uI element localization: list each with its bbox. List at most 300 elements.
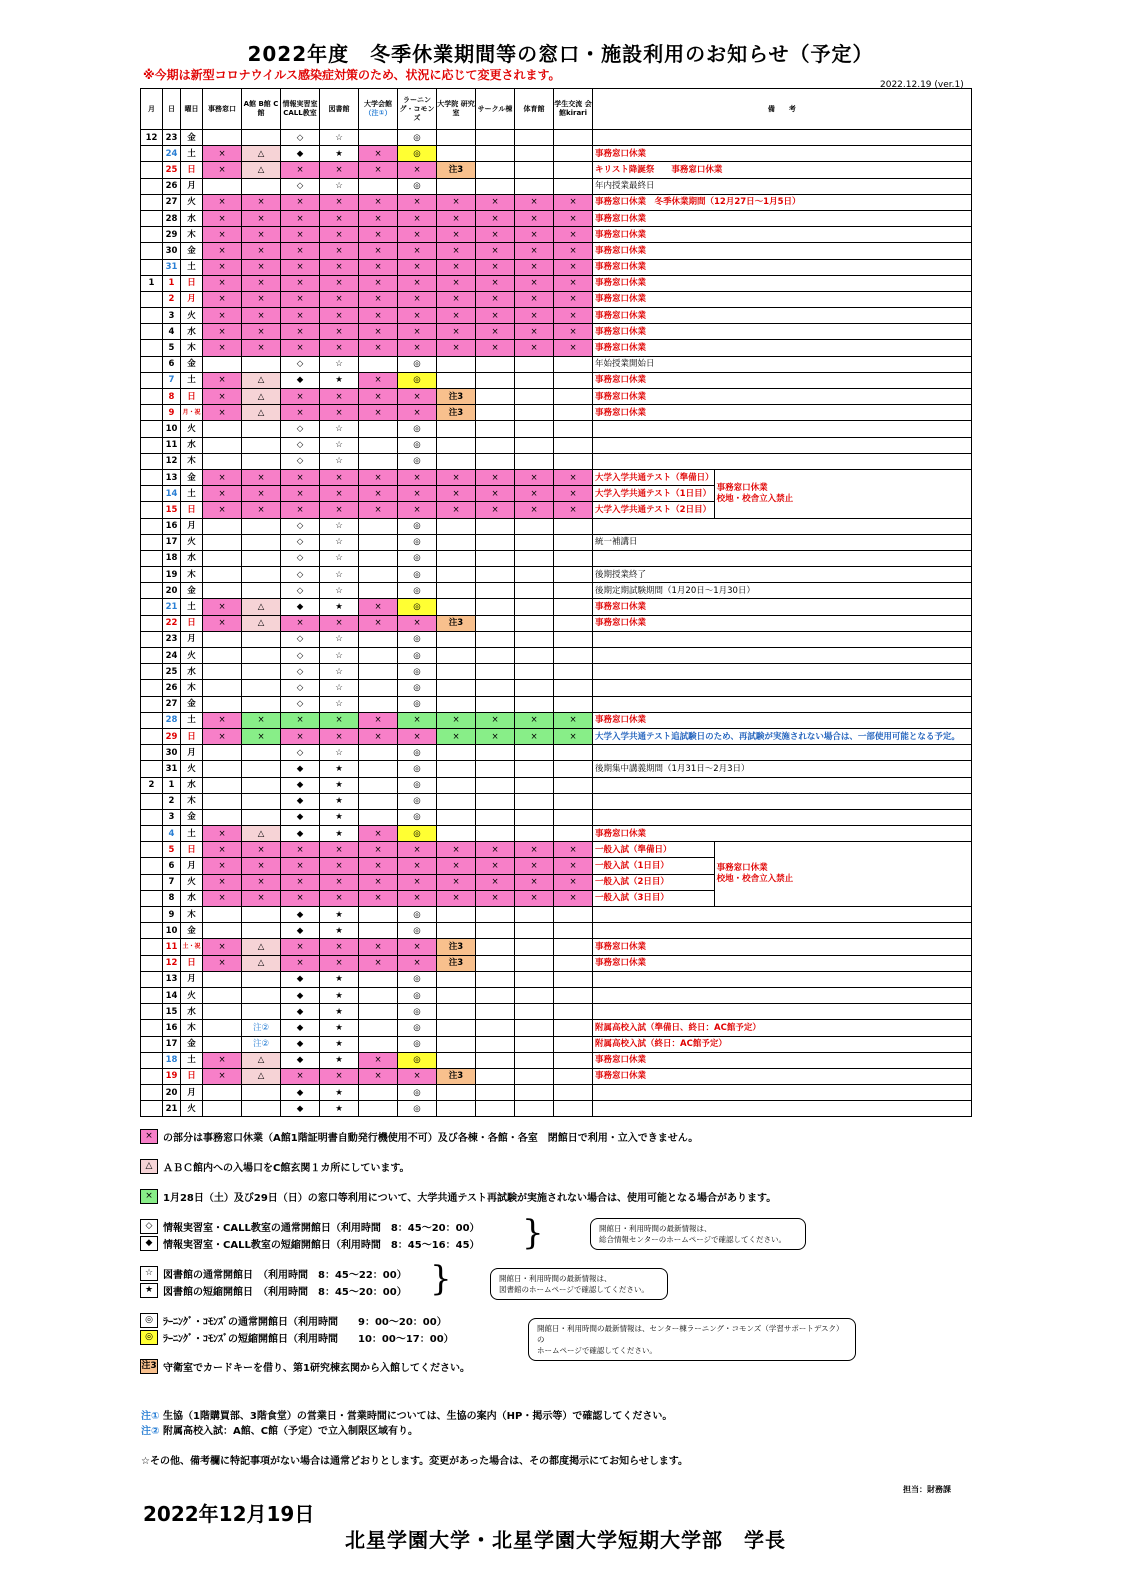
coop-cell <box>359 987 398 1003</box>
office-cell <box>203 987 242 1003</box>
day-cell: 26 <box>163 178 181 194</box>
circle-cell <box>476 146 515 162</box>
library-cell: × <box>320 308 359 324</box>
gym-cell <box>515 648 554 664</box>
day-cell: 1 <box>163 777 181 793</box>
month-cell <box>141 486 163 502</box>
gym-cell <box>515 696 554 712</box>
abc-cell: × <box>242 890 281 906</box>
office-cell <box>203 178 242 194</box>
table-row <box>141 389 972 405</box>
legend-lc-open: ﾗｰﾆﾝｸﾞ・ｺﾓﾝｽﾞの通常開館日（利用時間 9：00～20：00） <box>163 1317 447 1328</box>
circle-cell <box>476 631 515 647</box>
remark-cell: 事務窓口休業 <box>593 405 972 421</box>
month-cell <box>141 243 163 259</box>
coop-cell <box>359 1101 398 1117</box>
office-cell <box>203 1020 242 1036</box>
abc-cell <box>242 923 281 939</box>
library-cell: ☆ <box>320 550 359 566</box>
day-cell: 18 <box>163 1052 181 1068</box>
info-cell: ◇ <box>281 178 320 194</box>
table-row <box>141 1068 972 1084</box>
gym-cell <box>515 955 554 971</box>
learning-cell: ◎ <box>398 923 437 939</box>
day-cell: 8 <box>163 890 181 906</box>
header-kirari: 学生交流 会館kirari <box>554 89 593 130</box>
remark-cell <box>593 130 972 146</box>
circle-cell <box>476 356 515 372</box>
coop-cell <box>359 178 398 194</box>
grad-cell: × <box>437 259 476 275</box>
day-cell: 4 <box>163 826 181 842</box>
abc-cell <box>242 664 281 680</box>
coop-cell: × <box>359 615 398 631</box>
day-cell: 25 <box>163 664 181 680</box>
library-bubble: 開館日・利用時間の最新情報は、 図書館のホームページで確認してください。 <box>490 1268 668 1300</box>
coop-cell: × <box>359 227 398 243</box>
day-cell: 28 <box>163 712 181 728</box>
weekday-cell: 木 <box>181 227 203 243</box>
month-cell <box>141 907 163 923</box>
abc-cell <box>242 1004 281 1020</box>
kirari-cell <box>554 1068 593 1084</box>
gym-cell <box>515 664 554 680</box>
weekday-cell: 火 <box>181 648 203 664</box>
weekday-cell: 金 <box>181 1036 203 1052</box>
weekday-cell: 木 <box>181 1020 203 1036</box>
weekday-cell: 金 <box>181 809 203 825</box>
remark-cell: 一般入試（3日目） <box>593 890 715 906</box>
gym-cell: × <box>515 486 554 502</box>
library-cell: ★ <box>320 971 359 987</box>
weekday-cell: 土 <box>181 712 203 728</box>
circle-cell: × <box>476 340 515 356</box>
remark-cell: 後期授業終了 <box>593 567 972 583</box>
kirari-cell <box>554 987 593 1003</box>
weekday-cell: 土 <box>181 1052 203 1068</box>
office-cell <box>203 809 242 825</box>
library-cell: ★ <box>320 987 359 1003</box>
remark-cell: 事務窓口休業 <box>593 939 972 955</box>
office-cell: × <box>203 162 242 178</box>
library-cell: × <box>320 955 359 971</box>
gym-cell: × <box>515 227 554 243</box>
grad-cell <box>437 599 476 615</box>
info-cell: ◇ <box>281 130 320 146</box>
info-cell: ◆ <box>281 923 320 939</box>
learning-cell: × <box>398 275 437 291</box>
remark-cell: 事務窓口休業 <box>593 308 972 324</box>
kirari-cell <box>554 437 593 453</box>
gym-cell <box>515 631 554 647</box>
abc-cell: △ <box>242 162 281 178</box>
office-cell <box>203 631 242 647</box>
gym-cell: × <box>515 728 554 744</box>
table-row <box>141 324 972 340</box>
header-office: 事務窓口 <box>203 89 242 130</box>
remark-cell: 事務窓口休業 <box>593 324 972 340</box>
info-cell: ◇ <box>281 518 320 534</box>
table-row <box>141 923 972 939</box>
kirari-cell: × <box>554 227 593 243</box>
kirari-cell: × <box>554 858 593 874</box>
month-cell <box>141 453 163 469</box>
month-cell <box>141 1020 163 1036</box>
coop-cell: × <box>359 874 398 890</box>
office-cell <box>203 534 242 550</box>
grad-cell: × <box>437 890 476 906</box>
gym-cell: × <box>515 469 554 485</box>
grad-cell <box>437 130 476 146</box>
grad-cell: × <box>437 275 476 291</box>
weekday-cell: 水 <box>181 210 203 226</box>
grad-cell <box>437 761 476 777</box>
weekday-cell: 月 <box>181 178 203 194</box>
day-cell: 28 <box>163 210 181 226</box>
abc-cell <box>242 437 281 453</box>
library-cell: × <box>320 162 359 178</box>
gym-cell: × <box>515 259 554 275</box>
abc-cell: × <box>242 210 281 226</box>
day-cell: 23 <box>163 130 181 146</box>
office-cell: × <box>203 939 242 955</box>
circle-cell <box>476 437 515 453</box>
info-cell: ◆ <box>281 987 320 1003</box>
info-cell: ◆ <box>281 1020 320 1036</box>
kirari-cell <box>554 534 593 550</box>
grad-cell: × <box>437 340 476 356</box>
month-cell <box>141 550 163 566</box>
office-cell: × <box>203 486 242 502</box>
weekday-cell: 木 <box>181 680 203 696</box>
day-cell: 15 <box>163 1004 181 1020</box>
coop-cell: × <box>359 486 398 502</box>
month-cell <box>141 1004 163 1020</box>
table-row <box>141 340 972 356</box>
gym-cell <box>515 1036 554 1052</box>
table-row <box>141 696 972 712</box>
abc-cell: × <box>242 469 281 485</box>
grad-cell <box>437 907 476 923</box>
abc-cell <box>242 971 281 987</box>
office-cell: × <box>203 469 242 485</box>
abc-cell: △ <box>242 1068 281 1084</box>
weekday-cell: 木 <box>181 907 203 923</box>
abc-cell <box>242 567 281 583</box>
gym-cell <box>515 437 554 453</box>
library-cell: ☆ <box>320 664 359 680</box>
weekday-cell: 月・祝 <box>181 405 203 421</box>
weekday-cell: 金 <box>181 356 203 372</box>
office-cell <box>203 745 242 761</box>
weekday-cell: 金 <box>181 243 203 259</box>
footnote-other: ☆その他、備考欄に特記事項がない場合は通常どおりとします。変更があった場合は、その都度掲示にてお知らせします。 <box>141 1456 688 1467</box>
day-cell: 17 <box>163 1036 181 1052</box>
library-cell: × <box>320 291 359 307</box>
kirari-cell <box>554 809 593 825</box>
month-cell <box>141 389 163 405</box>
coop-cell: × <box>359 858 398 874</box>
grad-cell: × <box>437 486 476 502</box>
circle-cell <box>476 130 515 146</box>
kirari-cell <box>554 162 593 178</box>
circle-cell <box>476 1020 515 1036</box>
learning-cell: × <box>398 1068 437 1084</box>
weekday-cell: 月 <box>181 291 203 307</box>
abc-cell <box>242 680 281 696</box>
weekday-cell: 月 <box>181 1085 203 1101</box>
remark-cell <box>593 631 972 647</box>
footnote-2-mark: 注② <box>141 1426 160 1437</box>
learning-cell: × <box>398 162 437 178</box>
office-cell: × <box>203 599 242 615</box>
coop-cell <box>359 1036 398 1052</box>
abc-cell: × <box>242 728 281 744</box>
month-cell <box>141 227 163 243</box>
kirari-cell: × <box>554 194 593 210</box>
table-row <box>141 178 972 194</box>
month-cell <box>141 712 163 728</box>
kirari-cell: × <box>554 502 593 518</box>
learning-cell: ◎ <box>398 567 437 583</box>
kirari-cell <box>554 1004 593 1020</box>
coop-cell <box>359 421 398 437</box>
month-cell <box>141 340 163 356</box>
info-cell: × <box>281 469 320 485</box>
circle-cell <box>476 777 515 793</box>
library-cell: ★ <box>320 809 359 825</box>
circle-cell: × <box>476 259 515 275</box>
abc-cell <box>242 534 281 550</box>
brace-info: } <box>522 1213 544 1253</box>
kirari-cell: × <box>554 712 593 728</box>
gym-cell <box>515 680 554 696</box>
weekday-cell: 水 <box>181 664 203 680</box>
kirari-cell <box>554 356 593 372</box>
header-circle: サークル棟 <box>476 89 515 130</box>
month-cell <box>141 696 163 712</box>
grad-cell <box>437 356 476 372</box>
remark-cell: 事務窓口休業 <box>593 227 972 243</box>
circle-cell <box>476 567 515 583</box>
day-cell: 26 <box>163 680 181 696</box>
circle-cell <box>476 923 515 939</box>
gym-cell <box>515 599 554 615</box>
abc-cell <box>242 583 281 599</box>
library-cell: × <box>320 469 359 485</box>
table-row <box>141 1085 972 1101</box>
office-cell <box>203 971 242 987</box>
day-cell: 20 <box>163 583 181 599</box>
kirari-cell: × <box>554 291 593 307</box>
month-cell <box>141 728 163 744</box>
info-cell: ◇ <box>281 534 320 550</box>
learning-cell: × <box>398 842 437 858</box>
brace-library: } <box>430 1259 452 1299</box>
kirari-cell: × <box>554 874 593 890</box>
table-row <box>141 291 972 307</box>
info-cell: ◇ <box>281 550 320 566</box>
info-cell: ◆ <box>281 1036 320 1052</box>
header-coop <box>359 89 398 130</box>
learning-cell: × <box>398 308 437 324</box>
weekday-cell: 土・祝 <box>181 939 203 955</box>
weekday-cell: 土 <box>181 826 203 842</box>
abc-cell: 注② <box>242 1020 281 1036</box>
learning-cell: × <box>398 728 437 744</box>
office-cell: × <box>203 728 242 744</box>
circle-cell <box>476 793 515 809</box>
abc-cell <box>242 761 281 777</box>
remark-cell: 事務窓口休業 <box>593 712 972 728</box>
circle-cell: × <box>476 308 515 324</box>
office-cell: × <box>203 890 242 906</box>
table-header-row <box>141 89 972 130</box>
library-cell: × <box>320 858 359 874</box>
kirari-cell <box>554 664 593 680</box>
coop-cell: × <box>359 1052 398 1068</box>
grad-cell: × <box>437 194 476 210</box>
weekday-cell: 火 <box>181 194 203 210</box>
library-cell: ☆ <box>320 421 359 437</box>
remark-cell: 一般入試（1日目） <box>593 858 715 874</box>
remark-cell: 事務窓口休業 <box>593 1068 972 1084</box>
abc-cell: × <box>242 842 281 858</box>
library-cell: ☆ <box>320 437 359 453</box>
footnote-1-text: 生協（1階購買部、3階食堂）の営業日・営業時間については、生協の案内（HP・掲示等）で確認してください。 <box>162 1411 673 1422</box>
grad-cell <box>437 648 476 664</box>
circle-cell <box>476 599 515 615</box>
office-cell <box>203 777 242 793</box>
coop-cell: × <box>359 275 398 291</box>
office-cell: × <box>203 340 242 356</box>
gym-cell: × <box>515 890 554 906</box>
office-cell <box>203 1004 242 1020</box>
month-cell <box>141 680 163 696</box>
weekday-cell: 火 <box>181 761 203 777</box>
remark-cell: キリスト降誕祭 事務窓口休業 <box>593 162 972 178</box>
legend-lib-open: 図書館の通常開館日 （利用時間 8：45～22：00） <box>163 1270 407 1281</box>
abc-cell: △ <box>242 1052 281 1068</box>
learning-cell: ◎ <box>398 518 437 534</box>
table-row <box>141 761 972 777</box>
coop-cell <box>359 761 398 777</box>
day-cell: 21 <box>163 1101 181 1117</box>
weekday-cell: 火 <box>181 1101 203 1117</box>
library-cell: × <box>320 1068 359 1084</box>
kirari-cell <box>554 923 593 939</box>
info-cell: ◆ <box>281 1004 320 1020</box>
library-cell: ★ <box>320 146 359 162</box>
remark-cell <box>593 809 972 825</box>
remark-cell: 事務窓口休業 <box>593 955 972 971</box>
abc-cell <box>242 631 281 647</box>
weekday-cell: 日 <box>181 955 203 971</box>
learning-bubble: 開館日・利用時間の最新情報は、センター棟ラーニング・コモンズ（学習サポートデスク）の ホームページで確認してください。 <box>528 1318 856 1361</box>
info-cell: ◆ <box>281 1052 320 1068</box>
day-cell: 12 <box>163 955 181 971</box>
circle-cell <box>476 1004 515 1020</box>
weekday-cell: 木 <box>181 340 203 356</box>
library-cell: × <box>320 728 359 744</box>
gym-cell <box>515 178 554 194</box>
remark-cell: 統一補講日 <box>593 534 972 550</box>
month-cell <box>141 826 163 842</box>
abc-cell <box>242 648 281 664</box>
coop-cell <box>359 648 398 664</box>
learning-cell: ◎ <box>398 534 437 550</box>
day-cell: 16 <box>163 1020 181 1036</box>
month-cell <box>141 194 163 210</box>
office-cell <box>203 453 242 469</box>
info-cell: × <box>281 890 320 906</box>
circle-cell: × <box>476 194 515 210</box>
grad-cell <box>437 453 476 469</box>
legend-info-open: 情報実習室・CALL教室の通常開館日（利用時間 8：45～20：00） <box>163 1223 480 1234</box>
grad-cell: × <box>437 874 476 890</box>
table-row <box>141 437 972 453</box>
gym-cell <box>515 987 554 1003</box>
abc-cell: △ <box>242 146 281 162</box>
circle-cell <box>476 648 515 664</box>
header-gym: 体育館 <box>515 89 554 130</box>
weekday-cell: 水 <box>181 324 203 340</box>
abc-cell <box>242 550 281 566</box>
abc-cell: △ <box>242 389 281 405</box>
remark-cell: 大学入学共通テスト（1日目） <box>593 486 715 502</box>
kirari-cell <box>554 372 593 388</box>
day-cell: 18 <box>163 550 181 566</box>
table-row <box>141 162 972 178</box>
gym-cell <box>515 518 554 534</box>
library-cell: ★ <box>320 372 359 388</box>
circle-cell <box>476 1085 515 1101</box>
remark-cell <box>593 907 972 923</box>
abc-cell <box>242 356 281 372</box>
circle-cell: × <box>476 712 515 728</box>
header-grad: 大学院 研究室 <box>437 89 476 130</box>
month-cell <box>141 842 163 858</box>
coop-cell <box>359 777 398 793</box>
table-row <box>141 227 972 243</box>
month-cell <box>141 308 163 324</box>
info-cell: × <box>281 291 320 307</box>
grad-cell <box>437 518 476 534</box>
day-cell: 20 <box>163 1085 181 1101</box>
library-cell: ☆ <box>320 567 359 583</box>
office-cell <box>203 907 242 923</box>
legend-note3-text: 守衛室でカードキーを借り、第1研究棟玄関から入館してください。 <box>163 1363 470 1374</box>
learning-cell: × <box>398 227 437 243</box>
gym-cell: × <box>515 194 554 210</box>
library-cell: ☆ <box>320 356 359 372</box>
info-cell: × <box>281 210 320 226</box>
kirari-cell: × <box>554 275 593 291</box>
library-cell: ★ <box>320 777 359 793</box>
circle-cell: × <box>476 890 515 906</box>
day-cell: 31 <box>163 761 181 777</box>
learning-cell: ◎ <box>398 680 437 696</box>
learning-cell: ◎ <box>398 146 437 162</box>
grad-cell: 注3 <box>437 939 476 955</box>
learning-cell: × <box>398 259 437 275</box>
legend-x-swatch: × <box>140 1129 158 1144</box>
day-cell: 3 <box>163 809 181 825</box>
info-cell: ◇ <box>281 631 320 647</box>
learning-cell: ◎ <box>398 1004 437 1020</box>
library-cell: × <box>320 502 359 518</box>
gym-cell <box>515 453 554 469</box>
